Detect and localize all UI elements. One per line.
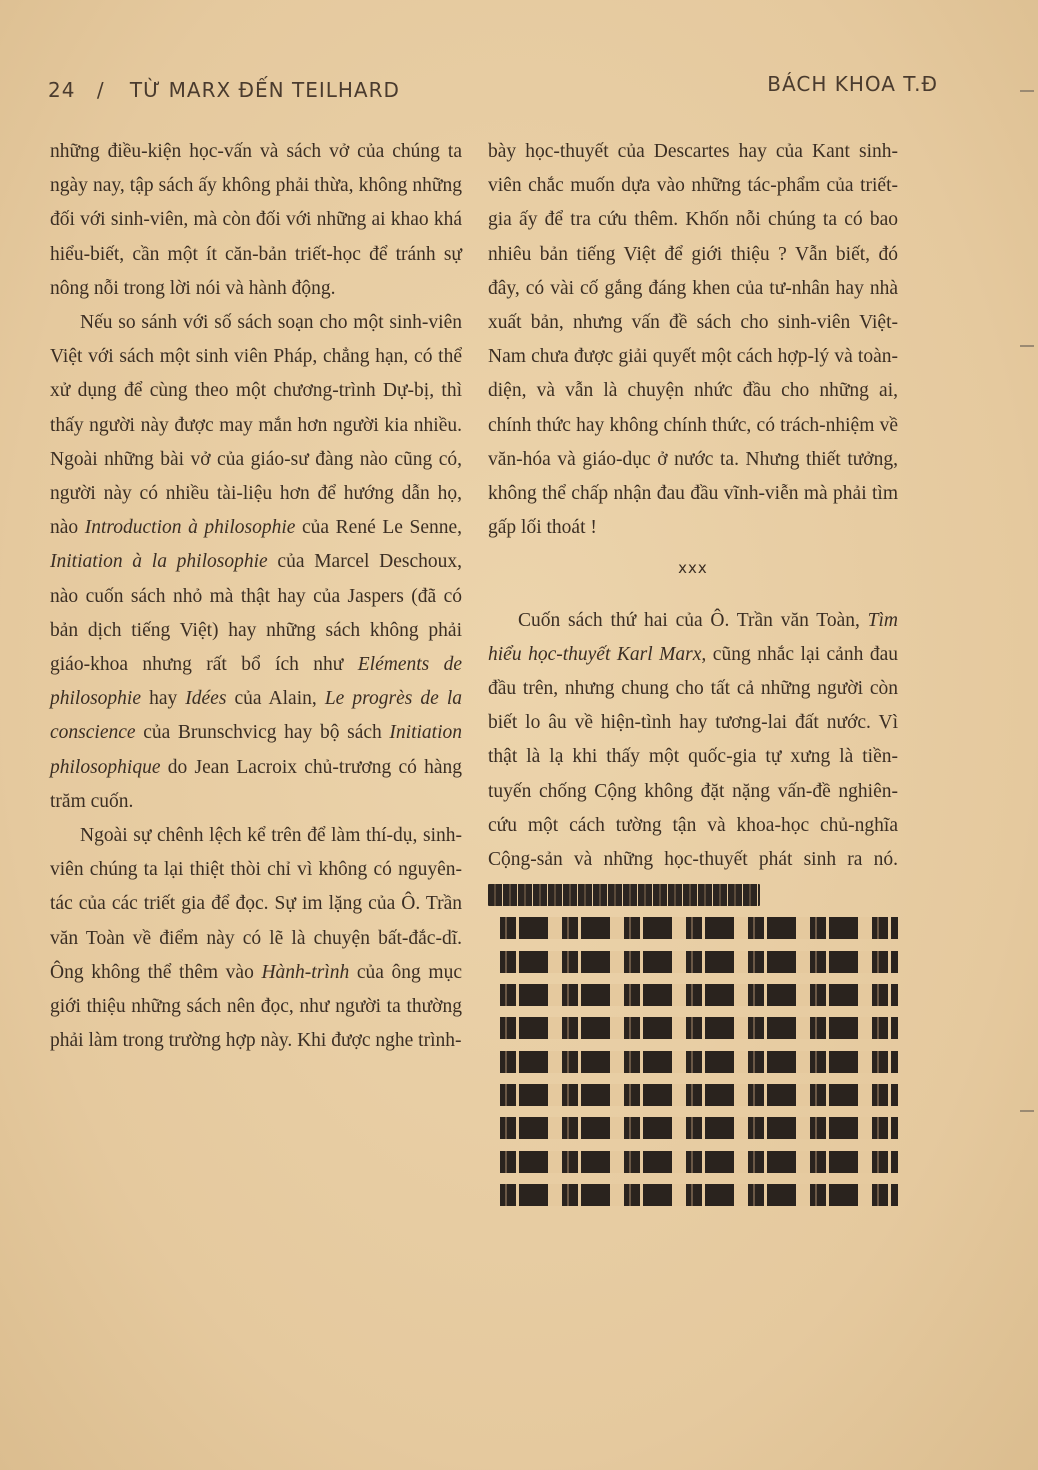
right-column — [488, 135, 898, 1217]
censored-line — [500, 1084, 898, 1106]
left-paragraph-3 — [50, 819, 462, 1058]
text-run: của Marcel Deschoux, nào cuốn sách nhỏ mà thật hay của Jaspers (đã có bản dịch tiếng Việt) hay những sách không phải giáo-khoa nhưng rất bổ ích như — [50, 551, 463, 676]
page-header — [48, 72, 938, 108]
page-edge-mark — [1020, 1110, 1034, 1112]
book-title: Introduction à philosophie — [84, 517, 296, 539]
text-run: cũng nhắc lại cảnh đau đầu trên, nhưng chung cho tất cả những người còn biết lo âu về hiện-tình hay tương-lai đất nước. Vì thật là lạ khi thấy một quốc-gia tự xưng là tiền-tuyến chống Cộng không đặt nặng vấn-đề nghiên-cứu một cách tường tận và khoa-học chủ-nghĩa Cộng-sản và những học-thuyết phát sinh ra nó. — [488, 643, 899, 871]
book-title: Eléments de philosophie — [50, 654, 463, 710]
right-paragraph-2 — [488, 604, 898, 912]
book-title: Tìm hiểu học-thuyết Karl Marx, — [488, 609, 898, 665]
censored-line — [500, 1117, 898, 1139]
header-separator: / — [96, 78, 105, 102]
page-edge-mark — [1020, 345, 1034, 347]
magazine-name: BÁCH KHOA T.Đ — [767, 72, 938, 96]
censored-block — [488, 884, 760, 906]
section-separator: xxx — [678, 559, 708, 578]
text-run: của Brunschvicg hay bộ sách — [143, 722, 382, 744]
censored-line — [500, 1184, 898, 1206]
text-run: của René Le Senne, — [302, 517, 463, 539]
left-paragraph-2 — [50, 306, 462, 819]
text-run: Nếu so sánh với số sách soạn cho một sinh-viên Việt với sách một sinh viên Pháp, chẳng hạn, có thể xử dụng để cùng theo một chương-trình Dự-bị, thì thấy người này được may mắn hơn người kia nhiều. Ngoài những bài vở của giáo-sư đàng nào cũng có, người này có nhiều tài-liệu hơn để hướng dẫn họ, nào — [50, 312, 462, 539]
censored-line — [500, 917, 898, 939]
header-left — [48, 78, 400, 102]
book-title: Le progrès de la conscience — [50, 688, 463, 744]
censored-line — [500, 1051, 898, 1073]
book-title: Initiation à la philosophie — [50, 551, 268, 573]
left-paragraph-1: những điều-kiện học-vấn và sách vở của chúng ta ngày nay, tập sách ấy không phải thừa, không những đối với sinh-viên, mà còn đối với những ai khao khá hiểu-biết, cần một ít căn-bản triết-học để tránh sự nông nỗi trong lời nói và hành động. — [50, 141, 462, 299]
censored-line — [500, 1017, 898, 1039]
text-run: hay — [149, 688, 178, 710]
book-title: Initiation philosophique — [50, 722, 462, 778]
censored-line — [500, 984, 898, 1006]
book-title: Hành-trình — [261, 961, 350, 983]
right-paragraph-1: bày học-thuyết của Descartes hay của Kant sinh-viên chắc muốn dựa vào những tác-phẩm của triết-gia ấy để tra cứu thêm. Khốn nỗi chúng ta có bao nhiêu bản tiếng Việt để giới thiệu ? Vẫn biết, đó đây, có vài cố gắng đáng khen của tư-nhân hay nhà xuất bản, nhưng vấn đề sách cho sinh-viên Việt-Nam chưa được giải quyết một cách hợp-lý và toàn-diện, và vẫn là chuyện nhức đầu cho những ai, chính thức hay không chính thức, có trách-nhiệm về văn-hóa và giáo-dục ở nước ta. Nhưng thiết tưởng, không thể chấp nhận đau đầu vĩnh-viễn mà phải tìm gấp lối thoát ! — [488, 141, 898, 539]
censored-line — [500, 951, 898, 973]
book-title: Idées — [185, 688, 227, 710]
page-number: 24 — [48, 78, 76, 102]
text-run: của ông mục giới thiệu những sách nên đọc, như người ta thường phải làm trong trường hợp này. Khi được nghe trình- — [50, 961, 463, 1052]
text-run: Ngoài sự chênh lệch kể trên để làm thí-dụ, sinh-viên chúng ta lại thiệt thòi chỉ vì không có nguyên-tác của các triết gia để đọc. Sự im lặng của Ô. Trần văn Toàn về điểm này có lẽ là chuyện bất-đắc-dĩ. Ông không thể thêm vào — [50, 825, 462, 983]
censored-area — [488, 917, 898, 1205]
left-column — [50, 135, 462, 1058]
censored-line — [500, 1151, 898, 1173]
text-run: Cuốn sách thứ hai của Ô. Trần văn Toàn, — [518, 609, 860, 631]
running-title: TỪ MARX ĐẾN TEILHARD — [129, 78, 400, 102]
text-run: do Jean Lacroix chủ-trương có hàng trăm cuốn. — [50, 756, 462, 812]
text-run: của Alain, — [234, 688, 317, 710]
page-edge-mark — [1020, 90, 1034, 92]
